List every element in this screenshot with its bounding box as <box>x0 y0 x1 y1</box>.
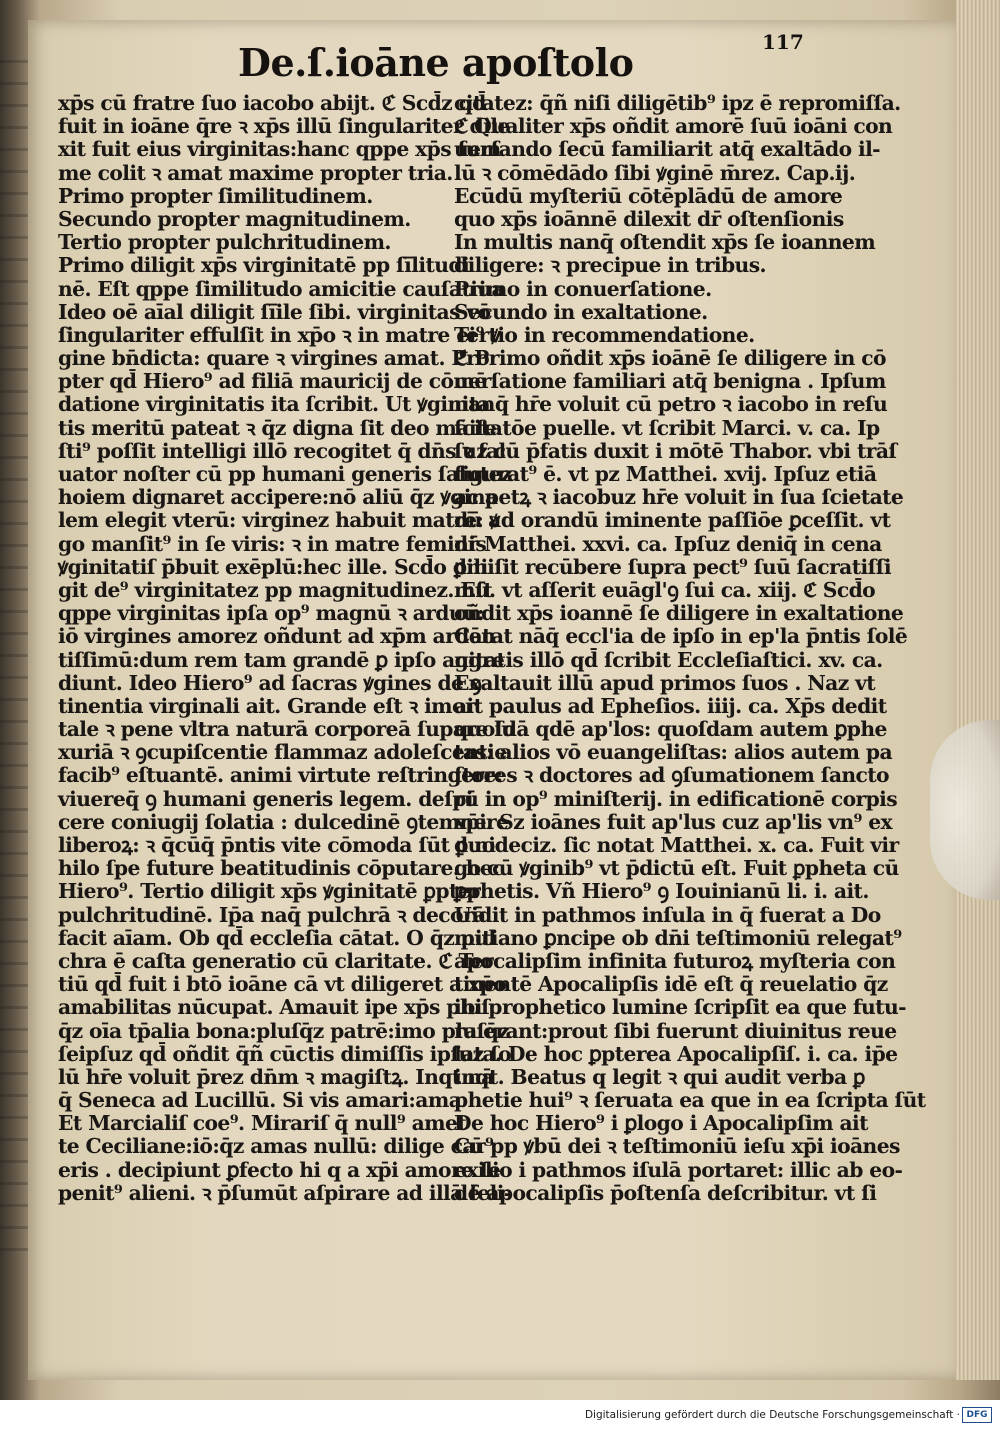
text-line: q̄ Seneca ad Lucillū. Si vis amari:ama <box>58 1088 462 1113</box>
text-line: figurat⁹ ē. vt pz Matthei. xvij. Ipſuz etiā <box>454 462 877 486</box>
text-line: dū ad orandū iminente paſſiōe ꝑceſſit. vt <box>454 508 891 533</box>
text-line: apocalipſim infinita futuroꝝ myſteria con <box>454 948 896 973</box>
text-line: uerſando ſecū familiarit atq̄ exaltādo il- <box>454 137 880 162</box>
funding-credit: Digitalisierung gefördert durch die Deutsche Forschungsgemeinschaft · <box>584 1409 960 1421</box>
text-line: ſeipſuz qd̄ oñdit q̄ñ cūctis dimiſſis ipſuz ſo <box>58 1041 512 1066</box>
text-line: chra ē caſta generatio cū claritate. ℭ Ter <box>58 948 494 973</box>
text-line: ra erant:prout ſibi fuerunt diuinitus reue <box>454 1018 897 1043</box>
text-line: te Ceciliane:iō:q̄z amas nullū: dilige car⁹ <box>58 1134 494 1159</box>
text-line: ait paulus ad Epheſios. iiij. ca. Xp̄s dedit <box>454 693 887 718</box>
text-line: lū hr̄e voluit p̄rez dn̄m ꝛ magiſtꝝ. Inqt nā <box>58 1064 494 1089</box>
text-line: quoſdā qdē ap'los: quoſdam autem ꝑphe <box>454 717 887 742</box>
text-line: hilo ſpe future beatitudinis cōputare. hec <box>58 856 504 881</box>
text-line: q̄z oīa tp̄alia bona:pluſq̄z patrē:imo pluſq̄z <box>58 1018 510 1043</box>
text-line: me colit ꝛ amat maxime propter tria. <box>58 160 453 185</box>
folio-number: 117 <box>762 30 804 54</box>
text-line: liberoꝝ: ꝛ q̄cūq̄ p̄ntis vite cōmoda ſūt ꝑ ni <box>58 833 496 857</box>
text-line: go manſit⁹ in ſe viris: ꝛ in matre feminis <box>58 531 487 556</box>
text-line: ſti⁹ poſſit intelligi illō recogitet q̄ dn̄s ꝛ ſal <box>58 438 506 463</box>
dfg-logo: DFG <box>962 1407 992 1423</box>
text-line: duodeciz. ſic notat Matthei. x. ca. Fuit vir <box>454 833 899 857</box>
text-line: eris . decipiunt ꝑfecto hi q a xp̄i amore ſe <box>58 1157 501 1182</box>
text-line: mū. vt aſſerit euāgl'ꝯ ſui ca. xiij. ℭ Scd̄o <box>454 577 876 602</box>
text-line: cere coniugij ſolatia : dulcedinē ꝯtemnere <box>58 809 509 834</box>
text-line: ſcitatōe puelle. vt ſcribit Marci. v. ca. Ip <box>454 415 880 440</box>
text-line: Exaltauit illū apud primos ſuos . Naz vt <box>454 670 876 695</box>
text-line: fuit in ioāne q̄re ꝛ xp̄s illū ſingulariter dile <box>58 114 510 139</box>
text-line: lū ꝛ cōmēdādo ſibi ꝟginē m̄rez. Cap.ij. <box>454 160 856 185</box>
text-line: mitiano ꝑncipe ob dn̄i teſtimoniū relegat⁹ <box>454 925 902 950</box>
text-line: Tertio propter pulchritudinem. <box>58 230 391 255</box>
text-line: uerſatione familiari atq̄ benigna . Ipſum <box>454 369 886 394</box>
text-line: oñdit xp̄s ioannē ſe diligere in exaltatione <box>454 601 904 626</box>
text-line: amabilitas nūcupat. Amauit ipe xp̄s pluſ <box>58 995 490 1020</box>
text-line: iō virgines amorez oñdunt ad xp̄m arden <box>58 624 496 649</box>
text-line: quo xp̄s ioānnē dilexit dr̄ oſtenſionis <box>454 206 844 231</box>
text-line: gine bn̄dicta: quare ꝛ virgines amat. Pro <box>58 346 490 371</box>
text-line: hoiem dignaret accipere:nō aliū q̄z ꝟgina <box>58 485 498 510</box>
text-line: tiū qd̄ fuit i btō ioāne cā vt diligeret a xp̄o <box>58 972 507 997</box>
text-line: qppe virginitas ipſa op⁹ magnū ꝛ arduū: <box>58 601 485 626</box>
text-line: Primo diligit xp̄s virginitatē pp ſi̅litudi <box>58 253 470 278</box>
text-line: inqt. Beatus q legit ꝛ qui audit verba ꝑ <box>454 1064 865 1089</box>
text-line: dē apocalipſis p̄oſtenſa deſcribitur. vt ſi <box>454 1180 877 1205</box>
text-line: viuereq̄ ꝯ humani generis legem. deſpi <box>58 786 473 811</box>
text-line: nanq̄ hr̄e voluit cū petro ꝛ iacobo in reſu <box>454 392 888 417</box>
text-line: nitatis illō qd̄ ſcribit Eccleſiaſtici. xv. ca. <box>454 647 883 672</box>
text-line: Cū pp ꝟbū dei ꝛ teſtimoniū ieſu xp̄i ioānes <box>454 1134 900 1159</box>
text-line: dr̄ Matthei. xxvi. ca. Ipſuz deniq̄ in cena <box>454 531 882 556</box>
text-line: pter qd̄ Hiero⁹ ad filiā mauricij de cōmē <box>58 369 487 394</box>
text-line: git de⁹ virginitatez pp magnitudinez. Eſt <box>58 577 493 602</box>
text-line: ſingulariter effulſit in xp̄o ꝛ in matre ei⁹ ꝟ <box>58 322 500 347</box>
text-line: Secundo propter magnitudinem. <box>58 206 411 231</box>
text-line: ibi prophetico lumine ſcripſit ea que futu- <box>454 995 906 1020</box>
text-line: Ideo oē aīal diligit ſi̅ile ſibi. virginitas vō <box>58 299 491 324</box>
text-line: go cū ꝟginib⁹ vt p̄dictū eſt. Fuit ꝑpheta cū <box>454 856 899 881</box>
text-line: ſtores ꝛ doctores ad ꝯſumationem ſancto <box>454 763 889 788</box>
text-line: Hiero⁹. Tertio diligit xp̄s ꝟginitatē ꝑpter <box>58 879 481 904</box>
text-line: ℭ Primo oñdit xp̄s ioānē ſe diligere in cō <box>454 346 886 371</box>
text-line: Primo in conuerſatione. <box>454 276 712 301</box>
text-line: Cātat nāq̄ eccl'ia de ipſo in ep'la p̄ntis ſolē <box>454 624 908 649</box>
text-line: ꝑphetis. Vñ Hiero⁹ ꝯ Iouinianū li. i. ait. <box>454 879 869 904</box>
text-line: Ecūdū myſteriū cōtēplādū de amore <box>454 183 843 208</box>
text-line: tinentē Apocalipſis idē eſt q̄ reuelatio q̄z <box>454 972 888 997</box>
text-line: ſuz cū p̄fatis duxit i mōtē Thabor. vbi trāſ <box>454 438 897 463</box>
text-line: lata. De hoc ꝑpterea Apocalipſiſ. i. ca. ip̄e <box>454 1041 898 1066</box>
text-line: ꝟginitatiſ p̄buit exēplū:hec ille. Scd̄o dili <box>58 554 488 579</box>
text-line: xp̄i. Sz ioānes fuit ap'lus cuz ap'lis vn⁹ ex <box>454 809 893 834</box>
text-line: rū in op⁹ miniſterij. in edificationē corpis <box>454 786 898 811</box>
page-stack-edge <box>956 0 1000 1380</box>
text-line: tis meritū pateat ꝛ q̄z digna ſit deo māife <box>58 415 497 440</box>
running-head: De.ſ.ioāne apoſtolo <box>238 40 634 85</box>
text-line: diunt. Ideo Hiero⁹ ad ſacras ꝟgines de ꝯ <box>58 670 482 695</box>
text-line: diligere: ꝛ precipue in tribus. <box>454 253 766 278</box>
text-line: xp̄s cū fratre ſuo iacobo abijt. ℭ Scd̄z qd̄ <box>58 91 486 115</box>
text-line: phetie hui⁹ ꝛ ſeruata ea que in ea ſcripta ſūt <box>454 1088 926 1113</box>
text-line: Primo propter ſimilitudinem. <box>58 183 373 208</box>
text-line: exilio i pathmos iſulā portaret: illic ab eo- <box>454 1157 903 1182</box>
text-line: xuriā ꝛ ꝯcupiſcentie flammaz adoleſcentie <box>58 740 507 765</box>
text-line: datione virginitatis ita ſcribit. Ut ꝟginita <box>58 392 491 417</box>
page-clip <box>930 720 1000 900</box>
text-line: Secundo in exaltatione. <box>454 299 708 324</box>
text-line: citatez: q̄ñ niſi diligētib⁹ ipz ē repromiſſa. <box>454 91 901 115</box>
left-text-column <box>58 91 516 1205</box>
text-line: ꝑmiſit recūbere ſupra pect⁹ ſuū ſacratiſſi <box>454 554 891 579</box>
text-line: tiſſimū:dum rem tam grandē ꝑ ipſo aggre <box>58 647 505 672</box>
text-line: nē. Eſt qppe ſimilitudo amicitie cauſatiua <box>58 276 505 301</box>
right-text-column <box>454 91 926 1205</box>
text-line: lem elegit vterū: virginez habuit matrē: ꝟ <box>58 508 500 533</box>
text-line: pulchritudinē. Ip̄a naq̄ pulchrā ꝛ decorā <box>58 902 486 927</box>
text-line: ac petꝝ ꝛ iacobuz hr̄e voluit in ſua ſcietate <box>454 485 904 510</box>
text-line: tinentia virginali ait. Grande eſt ꝛ imor <box>58 693 476 718</box>
text-line: ℭ Qualiter xp̄s oñdit amorē ſuū ioāni con <box>454 114 893 139</box>
text-line: Uidit in pathmos inſula in q̄ fuerat a Do <box>454 902 881 927</box>
text-line: De hoc Hiero⁹ i ꝑlogo i Apocalipſim ait <box>454 1111 868 1136</box>
text-line: tale ꝛ pene vltra naturā corporeā ſupare lu <box>58 717 516 742</box>
text-line: uator noſter cū pp humani generis ſalutez <box>58 462 512 486</box>
text-line: Tertio in recommendatione. <box>454 322 755 347</box>
text-line: facib⁹ eſtuantē. animi virtute reſtringere: <box>58 763 503 788</box>
text-line: Et Marcialiſ coe⁹. Mirariſ q̄ null⁹ amet <box>58 1111 467 1136</box>
text-line: tas: alios vō euangeliſtas: alios autem pa <box>454 740 892 765</box>
text-line: xit fuit eius virginitas:hanc qppe xp̄s ſum <box>58 137 501 162</box>
text-line: penit⁹ alieni. ꝛ p̄ſumūt aſpirare ad illā feli- <box>58 1180 512 1205</box>
text-line: facit aīam. Ob qd̄ eccleſia cātat. O q̄z pul <box>58 925 496 950</box>
previous-page-edge <box>0 60 28 1260</box>
text-line: In multis nanq̄ oſtendit xp̄s ſe ioannem <box>454 230 876 255</box>
